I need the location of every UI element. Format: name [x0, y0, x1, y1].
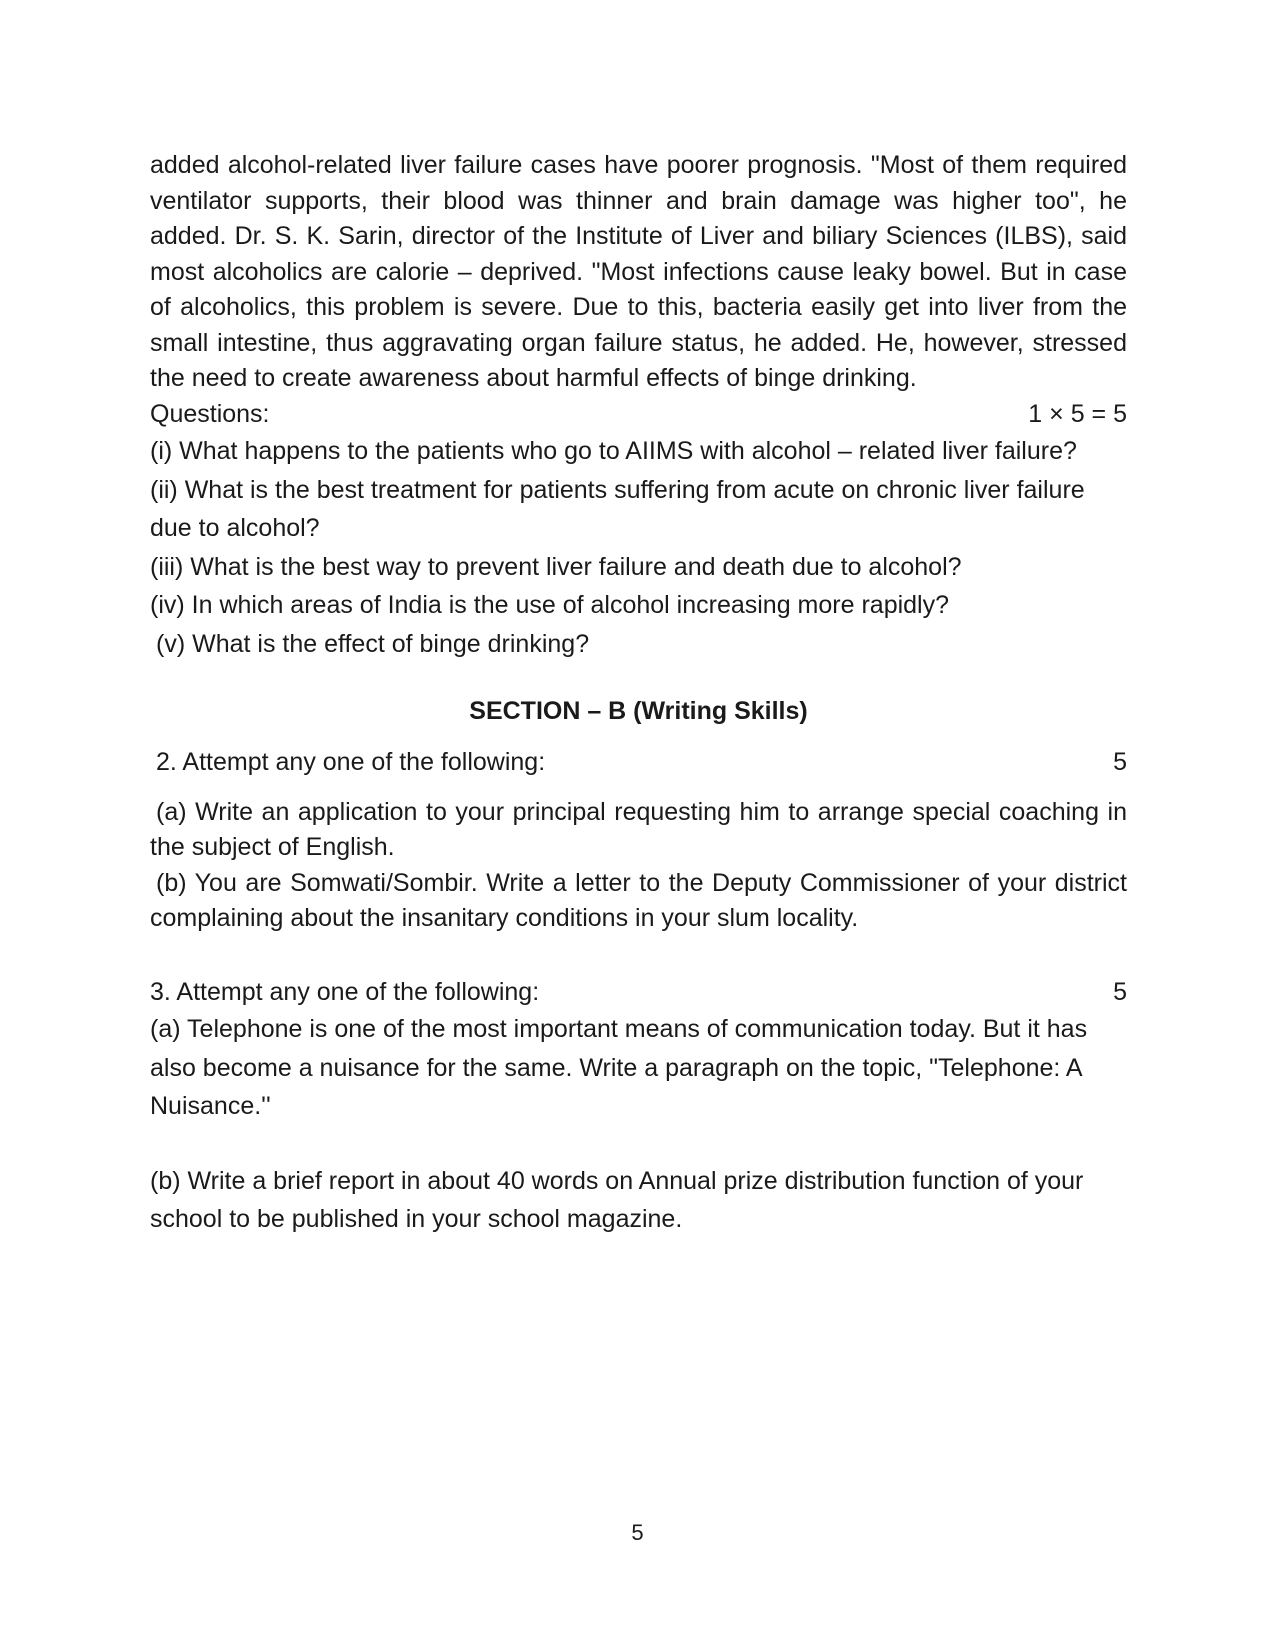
question-3-prompt: 3. Attempt any one of the following: [150, 977, 540, 1006]
question-item: (v) What is the effect of binge drinking? [156, 629, 590, 658]
questions-label: Questions: [150, 399, 270, 428]
questions-list [150, 432, 1127, 663]
page-number: 5 [631, 1520, 644, 1545]
question-2-marks: 5 [1113, 748, 1127, 776]
question-3-option-b: (b) Write a brief report in about 40 words on Annual prize distribution function of your school to be published in your school magazine. [150, 1166, 1084, 1233]
questions-header [150, 397, 1127, 433]
question-item: (i) What happens to the patients who go to AIIMS with alcohol – related liver failure? [150, 437, 1077, 465]
question-3-header [150, 975, 1127, 1011]
question-item: (iv) In which areas of India is the use of alcohol increasing more rapidly? [150, 591, 950, 619]
page-content [150, 148, 1127, 1239]
question-2-option-a: (a) Write an application to your principal requesting him to arrange special coaching in the subject of English. [150, 797, 1127, 861]
passage-text: added alcohol-related liver failure cases have poorer prognosis. "Most of them required ventilator supports, their blood was thinner and brain damage was higher too", he added. Dr. S. K. Sarin, director of the Institute of Liver and biliary Sciences (ILBS), said most alcoholics are calorie – deprived. "Most infections cause leaky bowel. But in case of alcoholics, this problem is severe. Due to this, bacteria easily get into liver from the small intestine, thus aggravating organ failure status, he added. He, however, stressed the need to create awareness about harmful effects of binge drinking. [150, 151, 1127, 392]
question-3-marks: 5 [1113, 977, 1127, 1006]
questions-marks: 1 × 5 = 5 [1028, 399, 1127, 428]
question-3-option-a: (a) Telephone is one of the most important means of communication today. But it has also become a nuisance for the same. Write a paragraph on the topic, "Telephone: A Nuisance.'' [150, 1015, 1088, 1120]
question-item: (iii) What is the best way to prevent liver failure and death due to alcohol? [150, 552, 962, 581]
question-2-option-b: (b) You are Somwati/Sombir. Write a letter to the Deputy Commissioner of your district complaining about the insanitary conditions in your slum locality. [150, 868, 1127, 932]
section-heading: SECTION – B (Writing Skills) [469, 697, 808, 725]
question-item: (ii) What is the best treatment for patients suffering from acute on chronic liver failure due to alcohol? [150, 475, 1085, 542]
question-2-header [150, 745, 1127, 781]
question-2-prompt: 2. Attempt any one of the following: [156, 748, 546, 776]
